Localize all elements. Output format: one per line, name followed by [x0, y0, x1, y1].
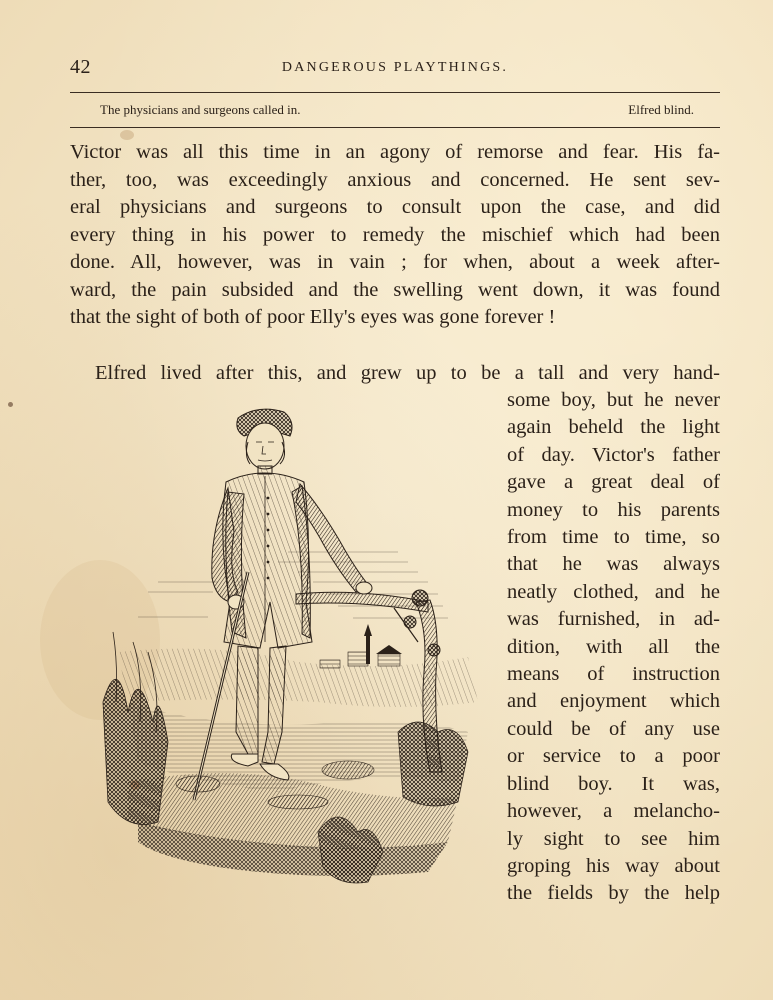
text-line: of day. Victor's father [507, 443, 720, 466]
text-line: again beheld the light [507, 416, 720, 439]
paper-stain [8, 402, 13, 407]
text-line: could be of any use [507, 717, 720, 740]
text-line: however, a melancho- [507, 800, 720, 823]
text-line: dition, with all the [507, 635, 720, 658]
text-line: was furnished, in ad- [507, 608, 720, 631]
text-line: and enjoyment which [507, 690, 720, 713]
text-line: ly sight to see him [507, 827, 720, 850]
text-line: means of instruction [507, 663, 720, 686]
book-title: DANGEROUS PLAYTHINGS. [281, 60, 509, 75]
running-head [70, 56, 720, 80]
text-line: neatly clothed, and he [507, 580, 720, 603]
subheading-right: Elfred blind. [628, 102, 694, 117]
text-line: money to his parents [507, 498, 720, 521]
text-line: from time to time, so [507, 526, 720, 549]
text-line: ther, too, was exceedingly anxious and concerned. He sent sev- [70, 168, 720, 191]
header-rule-bottom [70, 127, 720, 128]
text-line: gave a great deal of [507, 471, 720, 494]
text-line: every thing in his power to remedy the mischief which had been [70, 223, 720, 246]
engraving-blind-boy [98, 402, 490, 894]
text-line: some boy, but he never [507, 389, 720, 411]
text-line: eral physicians and surgeons to consult upon the case, and did [70, 196, 720, 218]
side-headings [100, 102, 694, 120]
paragraph-elfred-column [507, 387, 720, 908]
text-line: that he was always [507, 553, 720, 576]
text-line: blind boy. It was, [507, 772, 720, 795]
text-line: Victor was all this time in an agony of remorse and fear. His fa- [70, 141, 720, 163]
text-line: or service to a poor [507, 745, 720, 768]
page-number: 42 [70, 56, 91, 78]
paragraph-victor-remorse [70, 139, 720, 332]
text-line: groping his way about [507, 854, 720, 877]
village-background [320, 624, 402, 668]
text-line: ward, the pain subsided and the swelling went down, it was found [70, 278, 720, 301]
subheading-left: The physicians and surgeons called in. [100, 102, 301, 117]
text-line: done. All, however, was in vain ; for when, about a week after- [70, 251, 720, 273]
paragraph-elfred-first-line: Elfred lived after this, and grew up to be a tall and very hand- [95, 362, 720, 384]
text-line: the fields by the help [507, 882, 720, 905]
header-rule-top [70, 92, 720, 93]
text-line: that the sight of both of poor Elly's eyes was gone forever ! [70, 306, 556, 328]
